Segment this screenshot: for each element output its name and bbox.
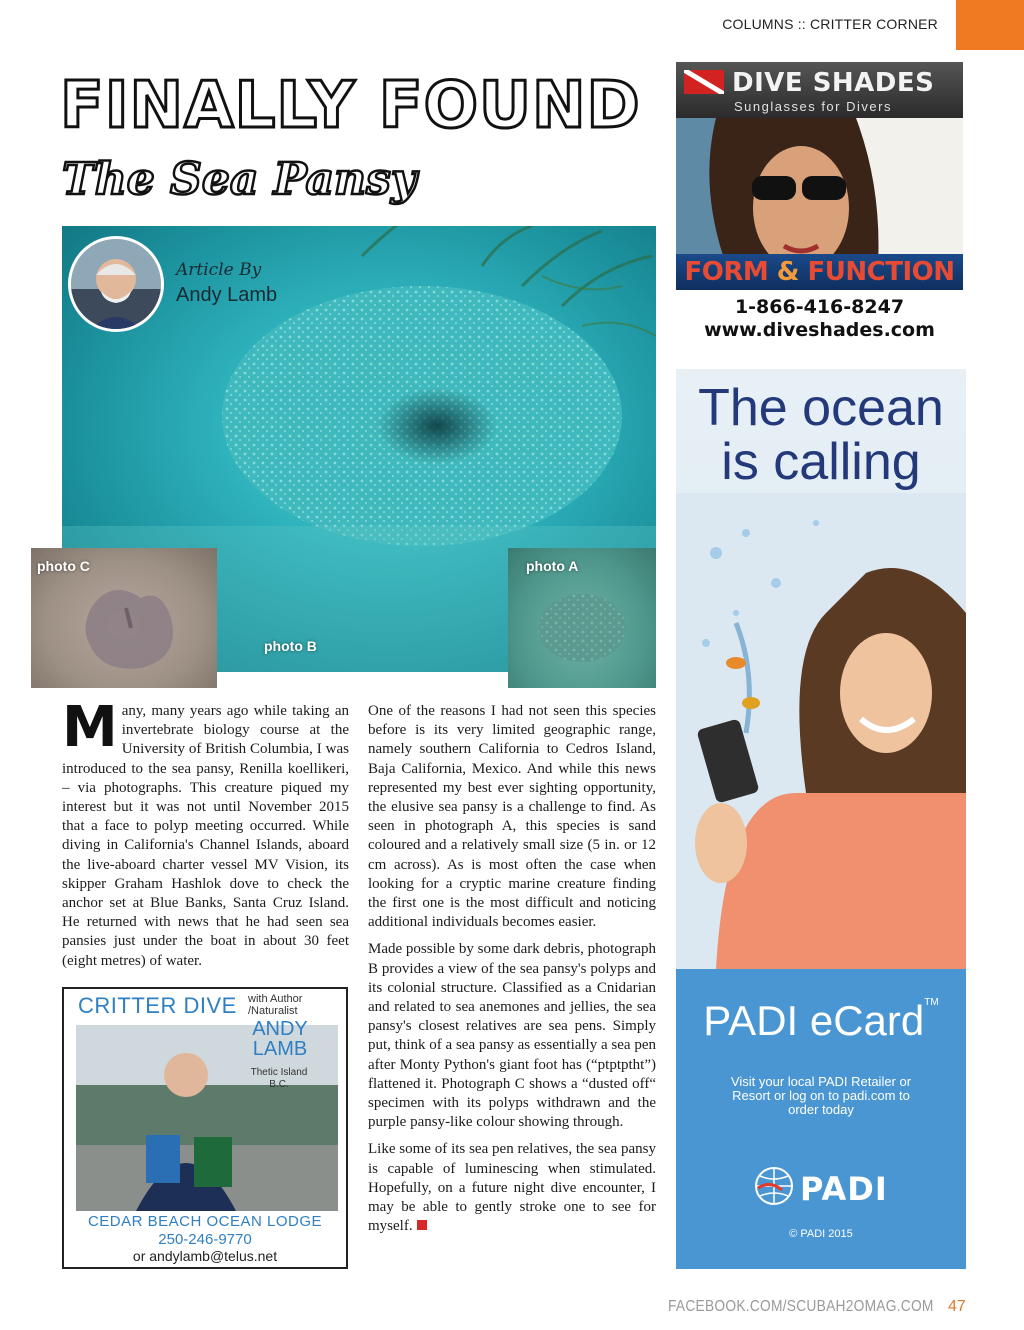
padi-headline: The ocean is calling xyxy=(698,379,944,491)
paragraph: One of the reasons I had not seen this species before is its very limited geographic range, namely southern California to Cedros Island, Baja California, Mexico. And while this news represented my best ever sighting opportunity, the elusive sea pansy is a challenge to find. As seen in photograph A, this species is sand coloured and a relatively small size (5 in. or 12 cm across). As is most often the case when looking for a cryptic marine creature finding the first one is the most difficult and noticing additional individuals becomes easier. xyxy=(368,703,656,931)
paragraph-text: Like some of its sea pen relatives, the sea pansy is capable of luminescing when stimulated. Hopefully, on a future night dive encounter, I may be able to gently stroke one to see for myself. xyxy=(368,1141,656,1235)
critter-dive-name: ANDY LAMB xyxy=(252,1018,308,1060)
critter-dive-title: CRITTER DIVE xyxy=(78,993,237,1018)
photo-a-inset xyxy=(508,548,656,688)
padi-copyright: © PADI 2015 xyxy=(789,1228,853,1240)
dive-shades-brand: DIVE SHADES xyxy=(732,68,935,98)
drop-cap: M xyxy=(62,695,118,760)
author-avatar xyxy=(68,236,164,332)
padi-visit-text: Visit your local PADI Retailer or Resort or log on to padi.com to order today xyxy=(730,1074,912,1117)
article-column-1 xyxy=(62,695,349,979)
dive-flag-icon xyxy=(684,70,724,94)
dive-shades-tagline: Sunglasses for Divers xyxy=(734,99,892,114)
critter-dive-phone: 250-246-9770 xyxy=(158,1231,252,1248)
end-of-article-mark xyxy=(417,1220,427,1230)
padi-logo: PADI xyxy=(800,1170,888,1208)
padi-ecard-ad[interactable] xyxy=(676,369,966,1269)
article-subtitle: The Sea Pansy xyxy=(62,154,417,205)
paragraph xyxy=(62,695,349,971)
padi-model-photo xyxy=(676,493,966,969)
paragraph: Made possible by some dark debris, photograph B provides a view of the sea pansy's polyps and its colonial structure. Classified as a Cnidarian and related to sea anemones and jellies, the sea pansy's closest relatives are sea pens. Simply put, think of a sea pansy as essentially a sea pen after Monty Python's giant foot has (“ptptptht”) flattened it. Photograph C shows a “dusted off“ specimen with its polyps withdrawn and the purple pansy-like colour showing through. xyxy=(368,941,656,1131)
paragraph xyxy=(368,1140,656,1236)
photo-b-label: photo B xyxy=(264,638,317,654)
section-color-tab xyxy=(956,0,1024,50)
critter-dive-lodge: CEDAR BEACH OCEAN LODGE xyxy=(87,1213,323,1230)
critter-dive-ad[interactable] xyxy=(62,987,348,1269)
paragraph-text: any, many years ago while taking an invertebrate biology course at the University of British Columbia, I was introduced to the sea pansy, Renilla koellikeri, – via photographs. This creature piqued my interest but it was not until November 2015 that a face to polyp meeting occurred. While diving in California's Channel Islands, aboard the live-aboard charter vessel MV Vision, its skipper Graham Hashlok dove to check the anchor set at Blue Banks, Santa Cruz Island. He returned with news that he had seen sea pansies just under the boat in about 30 feet (eight metres) of water. xyxy=(62,703,349,969)
photo-c-inset xyxy=(31,548,217,688)
photo-a-label: photo A xyxy=(526,558,579,574)
article-column-2 xyxy=(368,702,656,1244)
dive-shades-url[interactable]: www.diveshades.com xyxy=(704,319,935,341)
photo-c-label: photo C xyxy=(37,558,90,574)
dive-shades-ad[interactable] xyxy=(676,62,963,346)
dive-shades-form-function: FORM & FUNCTION xyxy=(676,254,963,290)
padi-ecard-title: PADI eCard™ xyxy=(703,997,939,1044)
section-label: COLUMNS :: CRITTER CORNER xyxy=(722,16,938,32)
footer-facebook-url[interactable]: FACEBOOK.COM/SCUBAH2OMAG.COM xyxy=(668,1298,934,1315)
article-title: FINALLY FOUND xyxy=(60,69,641,143)
dive-shades-phone: 1-866-416-8247 xyxy=(734,296,905,318)
author-name: Andy Lamb xyxy=(176,284,278,306)
critter-dive-place: Thetic Island B.C. xyxy=(250,1067,308,1090)
critter-dive-email[interactable]: or andylamb@telus.net xyxy=(132,1248,278,1264)
critter-dive-with: with Author /Naturalist xyxy=(248,993,303,1017)
page-number: 47 xyxy=(948,1298,966,1315)
byline-label: Article By xyxy=(176,260,262,280)
